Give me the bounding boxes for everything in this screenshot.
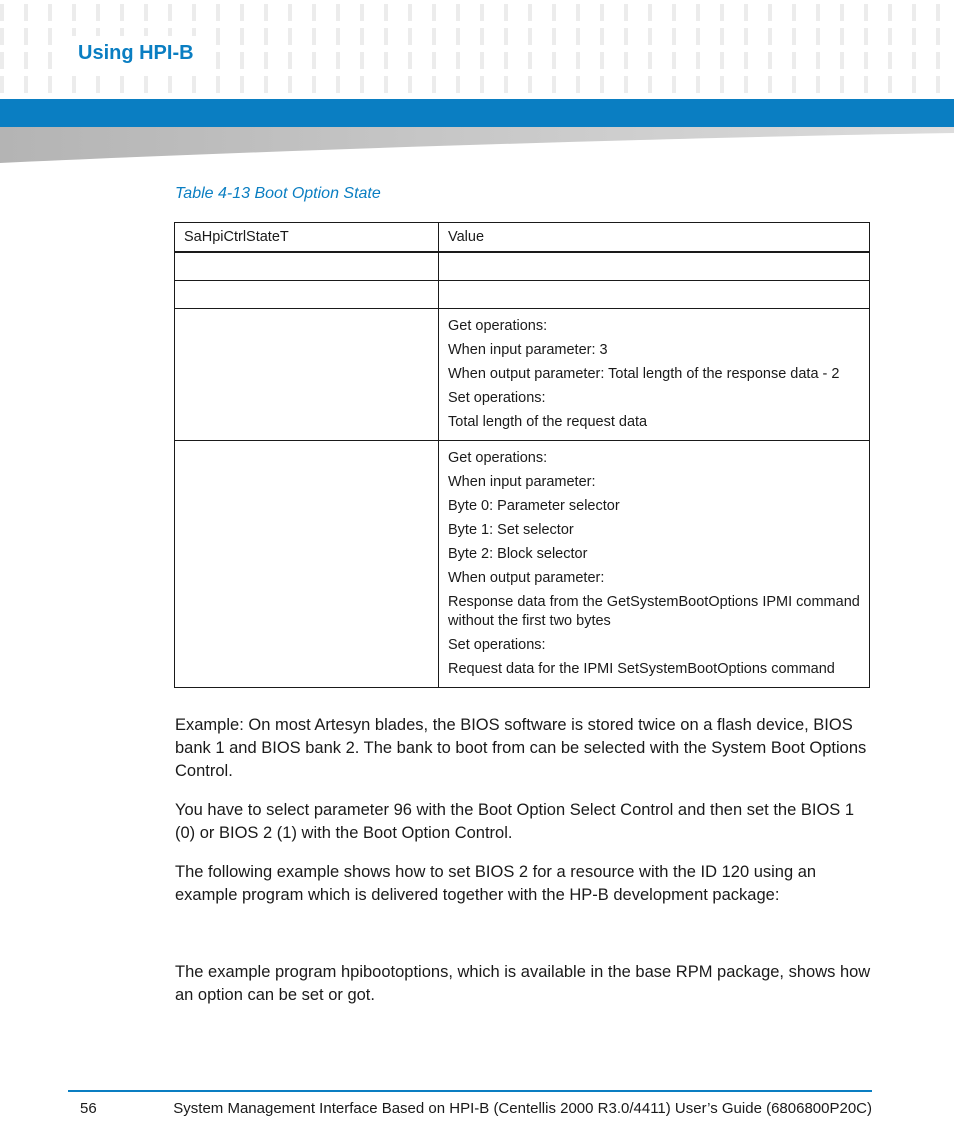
cell-line: When input parameter: (448, 474, 596, 490)
cell-line: Get operations: (448, 318, 548, 334)
cell-line: Byte 0: Parameter selector (448, 498, 620, 514)
table-cell (439, 309, 870, 441)
table-cell (175, 441, 439, 688)
footer-rule (68, 1090, 872, 1092)
table-cell (175, 281, 439, 309)
cell-line: Response data from the GetSystemBootOptions IPMI command without the first two bytes (448, 594, 860, 629)
cell-line: Set operations: (448, 390, 546, 406)
page-number: 56 (80, 1100, 97, 1117)
body-paragraph: Example: On most Artesyn blades, the BIOS software is stored twice on a flash device, BIOS bank 1 and BIOS bank 2. The bank to boot from can be selected with the System Boot Options Control. (175, 716, 867, 780)
footer-document-title: System Management Interface Based on HPI-B (Centellis 2000 R3.0/4411) User’s Guide (6806800P20C) (173, 1100, 872, 1117)
cell-line: Get operations: (448, 450, 548, 466)
body-paragraph: The example program hpibootoptions, which is available in the base RPM package, shows how an option can be set or got. (175, 963, 871, 1004)
table-header-cell: Value (439, 223, 870, 253)
table-cell (439, 441, 870, 688)
cell-line: Byte 2: Block selector (448, 546, 588, 562)
table-header-row (175, 223, 870, 253)
header-blue-bar (0, 99, 954, 127)
boot-option-state-table (174, 222, 870, 688)
table-cell (439, 252, 870, 281)
cell-line: Byte 1: Set selector (448, 522, 574, 538)
table-cell (175, 252, 439, 281)
cell-line: When output parameter: Total length of the response data - 2 (448, 366, 840, 382)
table-header-cell: SaHpiCtrlStateT (175, 223, 439, 253)
cell-line: Request data for the IPMI SetSystemBootOptions command (448, 661, 835, 677)
table-row (175, 281, 870, 309)
table-row (175, 441, 870, 688)
table-cell (439, 281, 870, 309)
cell-line: When input parameter: 3 (448, 342, 608, 358)
page-header-title: Using HPI-B (68, 36, 204, 70)
header-gray-swoosh (0, 127, 954, 163)
table-row (175, 252, 870, 281)
cell-line: Set operations: (448, 637, 546, 653)
table-caption: Table 4-13 Boot Option State (175, 185, 381, 202)
body-paragraph: You have to select parameter 96 with the Boot Option Select Control and then set the BIOS 1 (0) or BIOS 2 (1) with the Boot Option Control. (175, 801, 855, 842)
body-paragraph: The following example shows how to set BIOS 2 for a resource with the ID 120 using an example program which is delivered together with the HP-B development package: (175, 863, 817, 904)
cell-line: When output parameter: (448, 570, 605, 586)
table-row (175, 309, 870, 441)
cell-line: Total length of the request data (448, 414, 648, 430)
table-cell (175, 309, 439, 441)
